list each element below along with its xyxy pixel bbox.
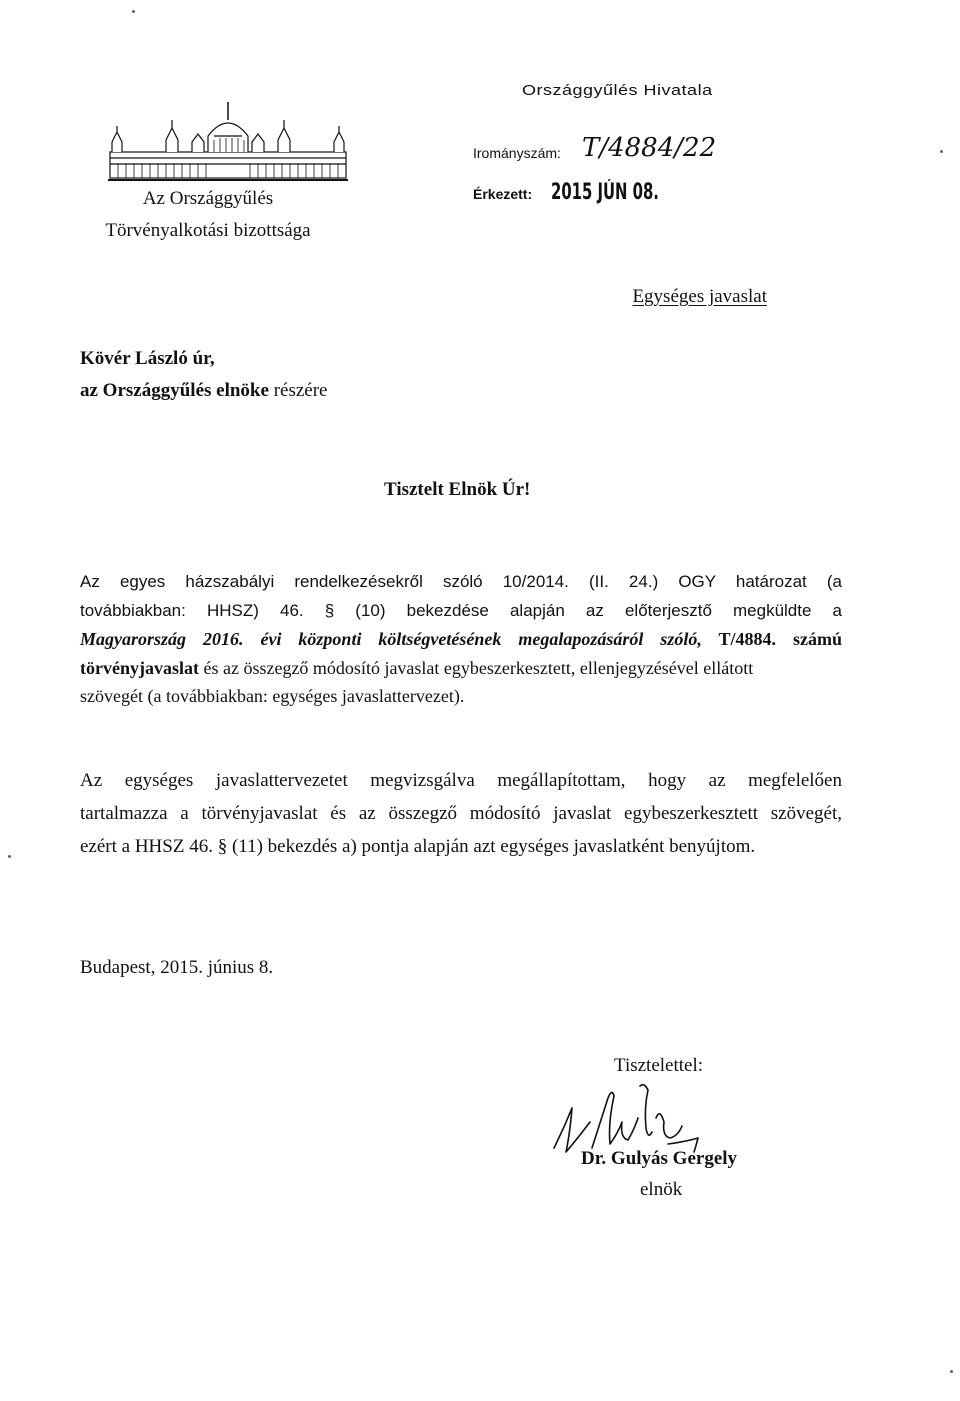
closing: Tisztelettel:: [614, 1055, 704, 1076]
scan-speck: [950, 1370, 953, 1373]
bill-number: T/4884. számú: [701, 629, 842, 649]
paragraph-1-line-2: továbbiakban: HHSZ) 46. § (10) bekezdése alapján az előterjesztő megküldte a: [80, 600, 842, 620]
paragraph-2: [80, 764, 842, 863]
paragraph-2-line-3: ezért a HHSZ 46. § (11) bekezdés a) pontja alapján azt egységes javaslatként benyújtom.: [80, 836, 756, 857]
signer-name: Dr. Gulyás Gergely: [581, 1148, 738, 1169]
stamp-reg-label: Irományszám:: [473, 145, 561, 161]
scan-speck: [132, 10, 135, 13]
paragraph-1-line-1: Az egyes házszabályi rendelkezésekről szóló 10/2014. (II. 24.) OGY határozat (a: [80, 572, 842, 591]
salutation: Tisztelt Elnök Úr!: [384, 479, 531, 500]
paragraph-1-line-4-rest: és az összegző módosító javaslat egybeszerkesztett, ellenjegyzésével ellátott: [198, 657, 754, 678]
place-date: Budapest, 2015. június 8.: [80, 957, 274, 978]
stamp-office: Országgyűlés Hivatala: [522, 82, 713, 98]
addressee-role-title: az Országgyűlés elnöke: [80, 380, 269, 401]
paragraph-1-line-4: [80, 654, 842, 683]
paragraph-2-line-2: tartalmazza a törvényjavaslat és az összegző módosító javaslat egybeszerkesztett szövegét,: [80, 803, 842, 824]
scan-speck: [940, 150, 943, 153]
addressee-role-suffix: részére: [268, 380, 328, 401]
parliament-logo: [108, 100, 348, 184]
paragraph-1: [80, 568, 842, 711]
issuer-committee: Törvényalkotási bizottsága: [105, 220, 311, 241]
signer-title: elnök: [640, 1179, 683, 1200]
document-type: Egységes javaslat: [632, 286, 767, 307]
bill-title: Magyarország 2016. évi központi költségvetésének megalapozásáról szóló,: [80, 629, 702, 649]
stamp-received-label: Érkezett:: [473, 186, 533, 202]
stamp-reg-value: T/4884/22: [582, 133, 717, 163]
paragraph-1-line-3: [80, 625, 842, 654]
issuer-name: Az Országgyűlés: [142, 188, 274, 209]
paragraph-1-line-5: szövegét (a továbbiakban: egységes javaslattervezet).: [80, 686, 465, 706]
addressee-role: [80, 380, 327, 402]
stamp-received-date: 2015 JÚN 08.: [551, 180, 659, 205]
addressee-name: Kövér László úr,: [80, 348, 215, 369]
paragraph-2-line-1: Az egységes javaslattervezetet megvizsgálva megállapítottam, hogy az megfelelően: [80, 770, 842, 791]
scan-speck: [8, 855, 11, 858]
bill-type: törvényjavaslat: [80, 657, 199, 678]
